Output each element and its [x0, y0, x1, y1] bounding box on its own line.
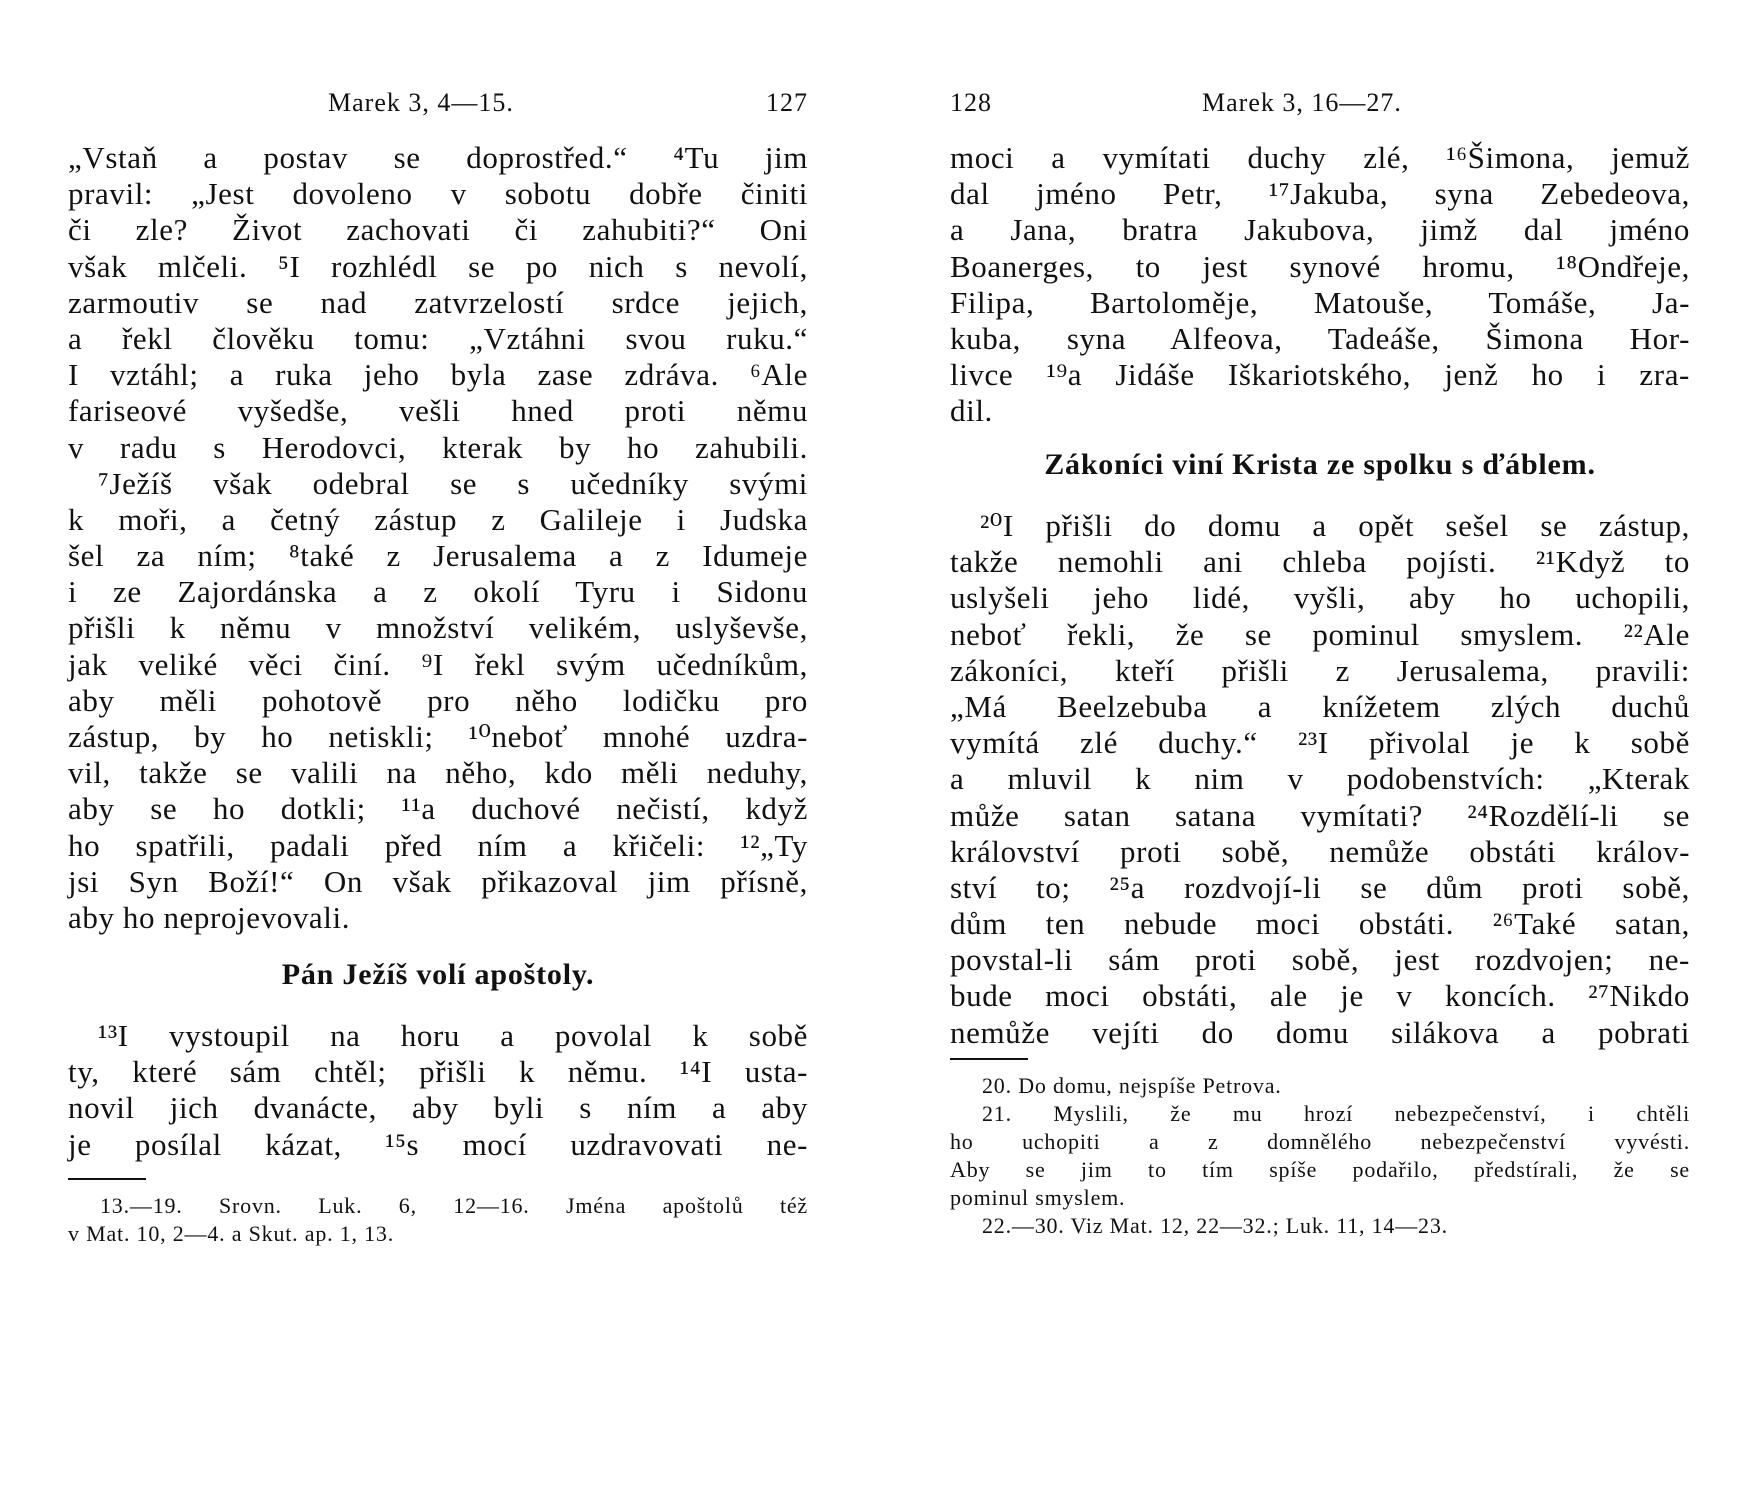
footnote-line: ho uchopiti a z domnělého nebezpečenství vyvésti.	[950, 1129, 1690, 1154]
text-line: však mlčeli. ⁵I rozhlédl se po nich s nevolí,	[68, 248, 808, 284]
text-line: Filipa, Bartoloměje, Matouše, Tomáše, Ja-	[950, 284, 1690, 320]
text-line: ⁷Ježíš však odebral se s učedníky svými	[98, 465, 808, 501]
text-line: ho spatřili, padali před ním a křičeli: ¹²„Ty	[68, 827, 808, 863]
footnote-line: 21. Myslili, že mu hrozí nebezpečenství, i chtěli	[982, 1101, 1690, 1126]
text-line: uslyšeli jeho lidé, vyšli, aby ho uchopili,	[950, 580, 1690, 616]
right-page	[950, 0, 1690, 1500]
text-line: takže nemohli ani chleba pojísti. ²¹Když to	[950, 544, 1690, 580]
text-line: I vztáhl; a ruka jeho byla zase zdráva. ⁶Ale	[68, 357, 808, 393]
text-line: i ze Zajordánska a z okolí Tyru i Sidonu	[68, 574, 808, 610]
text-line: kuba, syna Alfeova, Tadeáše, Šimona Hor-	[950, 320, 1690, 356]
footnote-line: 13.—19. Srovn. Luk. 6, 12—16. Jména apoštolů též	[100, 1193, 808, 1218]
footnote-rule	[68, 1178, 146, 1180]
right-page-number: 128	[950, 88, 992, 117]
text-line: zástup, by ho netiskli; ¹⁰neboť mnohé uzdra-	[68, 719, 808, 754]
text-line: je posílal kázat, ¹⁵s mocí uzdravovati ne-	[68, 1126, 808, 1162]
text-line: a řekl člověku tomu: „Vztáhni svou ruku.“	[68, 320, 808, 356]
right-section-heading: Zákoníci viní Krista ze spolku s ďáblem.	[1044, 448, 1596, 481]
text-line: dil.	[950, 393, 993, 429]
left-section-heading: Pán Ježíš volí apoštoly.	[281, 958, 595, 991]
text-line: dal jméno Petr, ¹⁷Jakuba, syna Zebedeova,	[950, 176, 1690, 212]
footnote-line: 22.—30. Viz Mat. 12, 22—32.; Luk. 11, 14—23.	[982, 1213, 1448, 1238]
text-line: či zle? Život zachovati či zahubiti?“ Oni	[68, 212, 808, 248]
text-line: šel za ním; ⁸také z Jerusalema a z Idumeje	[68, 538, 808, 574]
left-text-block-2	[68, 1018, 808, 1163]
footnote-line: 20. Do domu, nejspíše Petrova.	[982, 1073, 1282, 1098]
left-page-number: 127	[766, 88, 808, 117]
right-text-block-1	[950, 140, 1690, 430]
text-line: novil jich dvanácte, aby byli s ním a aby	[68, 1090, 808, 1126]
text-line: povstal-li sám proti sobě, jest rozdvojen; ne-	[950, 942, 1690, 978]
text-line: Boanerges, to jest synové hromu, ¹⁸Ondřeje,	[950, 248, 1690, 284]
text-line: aby měli pohotově pro něho lodičku pro	[68, 682, 808, 718]
text-line: fariseové vyšedše, vešli hned proti němu	[68, 393, 808, 429]
footnote-line: Aby se jim to tím spíše podařilo, předstírali, že se	[950, 1157, 1690, 1182]
text-line: vymítá zlé duchy.“ ²³I přivolal je k sobě	[950, 725, 1690, 761]
text-line: jsi Syn Boží!“ On však přikazoval jim přísně,	[68, 863, 808, 899]
footnote-line: v Mat. 10, 2—4. a Skut. ap. 1, 13.	[68, 1221, 395, 1246]
right-text-block-2	[950, 508, 1690, 1051]
left-page	[68, 0, 808, 1500]
text-line: „Vstaň a postav se doprostřed.“ ⁴Tu jim	[68, 140, 808, 175]
text-line: v radu s Herodovci, kterak by ho zahubili.	[68, 429, 808, 465]
text-line: bude moci obstáti, ale je v koncích. ²⁷Nikdo	[950, 978, 1690, 1014]
text-line: přišli k němu v množství velikém, uslyševše,	[68, 610, 808, 646]
right-running-head	[950, 88, 1690, 128]
right-header-title: Marek 3, 16—27.	[1202, 88, 1402, 117]
text-line: ²⁰I přišli do domu a opět sešel se zástup,	[980, 508, 1690, 543]
footnote-rule	[950, 1058, 1028, 1060]
text-line: zákoníci, kteří přišli z Jerusalema, pravili:	[950, 652, 1690, 688]
text-line: a Jana, bratra Jakubova, jimž dal jméno	[950, 212, 1690, 248]
text-line: neboť řekli, že se pominul smyslem. ²²Ale	[950, 616, 1690, 652]
left-running-head	[68, 88, 808, 128]
text-line: jak veliké věci činí. ⁹I řekl svým učedníkům,	[68, 646, 808, 682]
text-line: dům ten nebude moci obstáti. ²⁶Také satan,	[950, 906, 1690, 942]
text-line: „Má Beelzebuba a knížetem zlých duchů	[950, 688, 1690, 724]
text-line: livce ¹⁹a Jidáše Iškariotského, jenž ho i zra-	[950, 357, 1690, 393]
left-text-block-1	[68, 140, 808, 936]
text-line: ství to; ²⁵a rozdvojí-li se dům proti sobě,	[950, 869, 1690, 905]
left-header-title: Marek 3, 4—15.	[328, 88, 514, 117]
text-line: ty, které sám chtěl; přišli k němu. ¹⁴I usta-	[68, 1054, 808, 1090]
text-line: zarmoutiv se nad zatvrzelostí srdce jejich,	[68, 284, 808, 320]
text-line: aby se ho dotkli; ¹¹a duchové nečistí, když	[68, 791, 808, 827]
text-line: ¹³I vystoupil na horu a povolal k sobě	[98, 1018, 808, 1053]
left-footnotes	[68, 1192, 808, 1248]
text-line: moci a vymítati duchy zlé, ¹⁶Šimona, jemuž	[950, 140, 1690, 175]
footnote-line: pominul smyslem.	[950, 1185, 1126, 1210]
text-line: aby ho neprojevovali.	[68, 899, 351, 935]
text-line: království proti sobě, nemůže obstáti králov-	[950, 833, 1690, 869]
text-line: k moři, a četný zástup z Galileje i Judska	[68, 501, 808, 537]
text-line: a mluvil k nim v podobenstvích: „Kterak	[950, 761, 1690, 797]
text-line: vil, takže se valili na něho, kdo měli neduhy,	[68, 755, 808, 791]
text-line: pravil: „Jest dovoleno v sobotu dobře činiti	[68, 176, 808, 212]
text-line: nemůže vejíti do domu silákova a pobrati	[950, 1014, 1690, 1050]
right-footnotes	[950, 1072, 1690, 1240]
text-line: může satan satana vymítati? ²⁴Rozdělí-li se	[950, 797, 1690, 833]
